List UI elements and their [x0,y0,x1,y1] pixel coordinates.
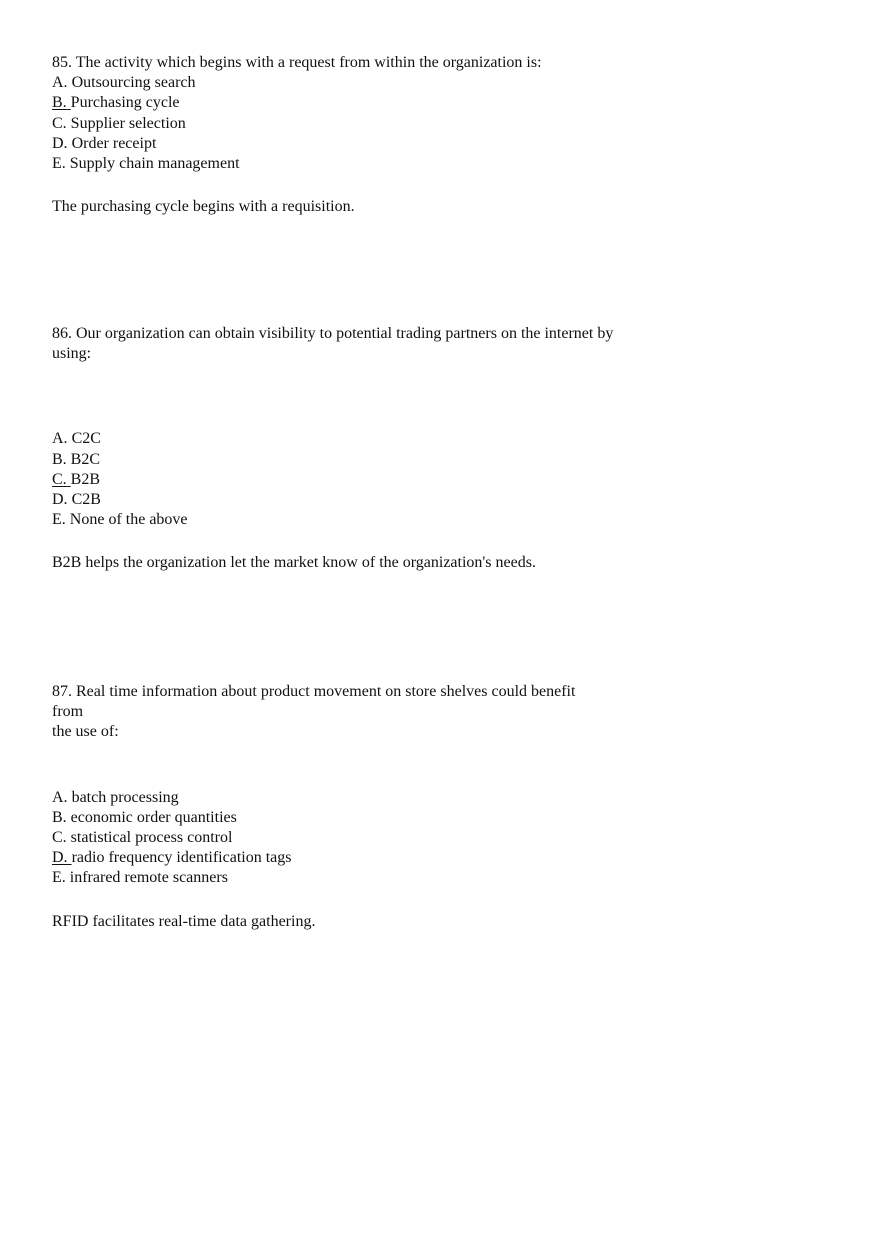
option-text: infrared remote scanners [65,869,228,887]
option-text: C2C [67,430,101,448]
option-letter-correct: D. [52,849,68,867]
option-text: Supply chain management [65,155,240,173]
option-letter-correct: C. [52,470,67,488]
question-prompt-line-2: using: [52,345,92,363]
option-d [52,134,692,154]
option-text: None of the above [65,511,188,529]
option-text: C2B [67,491,101,509]
question-prompt-line-1: 87. Real time information about product movement on store shelves could benefit [52,683,576,700]
option-e [52,868,692,888]
option-text: Outsourcing search [67,74,196,92]
question-86 [52,324,692,573]
option-letter-correct: B. [52,94,67,112]
option-letter: B. [52,808,67,826]
option-text: Purchasing cycle [70,94,180,112]
option-list [52,788,692,889]
option-text: radio frequency identification tags [71,849,292,867]
option-text: statistical process control [66,829,233,847]
option-c [52,114,692,134]
option-a [52,429,692,449]
option-letter: E. [52,155,66,173]
option-letter: D. [52,491,68,509]
answer-explanation: RFID facilitates real-time data gathering. [52,912,316,930]
option-list [52,429,692,530]
option-letter: B. [52,450,67,468]
option-c-correct [52,470,692,490]
option-text: economic order quantities [66,808,237,826]
option-d [52,490,692,510]
option-text: Order receipt [67,134,157,152]
option-text: batch processing [67,788,179,806]
option-text: B2B [70,470,101,488]
question-prompt: 85. The activity which begins with a request from within the organization is: [52,54,542,71]
option-letter: E. [52,869,66,887]
option-a [52,73,692,93]
option-letter: A. [52,430,68,448]
option-letter: D. [52,134,68,152]
option-d-correct [52,848,692,868]
option-a [52,788,692,808]
option-c [52,828,692,848]
option-b-correct [52,93,692,113]
option-list [52,73,692,174]
answer-explanation: The purchasing cycle begins with a requisition. [52,198,355,216]
option-text: Supplier selection [66,114,186,132]
option-letter: C. [52,829,67,847]
option-e [52,510,692,530]
question-87 [52,682,692,932]
question-prompt-line-1: 86. Our organization can obtain visibility to potential trading partners on the internet by [52,325,614,342]
option-letter: C. [52,114,67,132]
option-b [52,450,692,470]
option-text: B2C [66,450,101,468]
option-b [52,808,692,828]
option-e [52,154,692,174]
option-letter: E. [52,511,66,529]
option-letter: A. [52,788,68,806]
answer-explanation: B2B helps the organization let the market know of the organization's needs. [52,554,536,572]
question-prompt-line-2: from [52,703,84,721]
question-85 [52,53,692,217]
question-prompt-line-3: the use of: [52,723,119,741]
option-letter: A. [52,74,68,92]
